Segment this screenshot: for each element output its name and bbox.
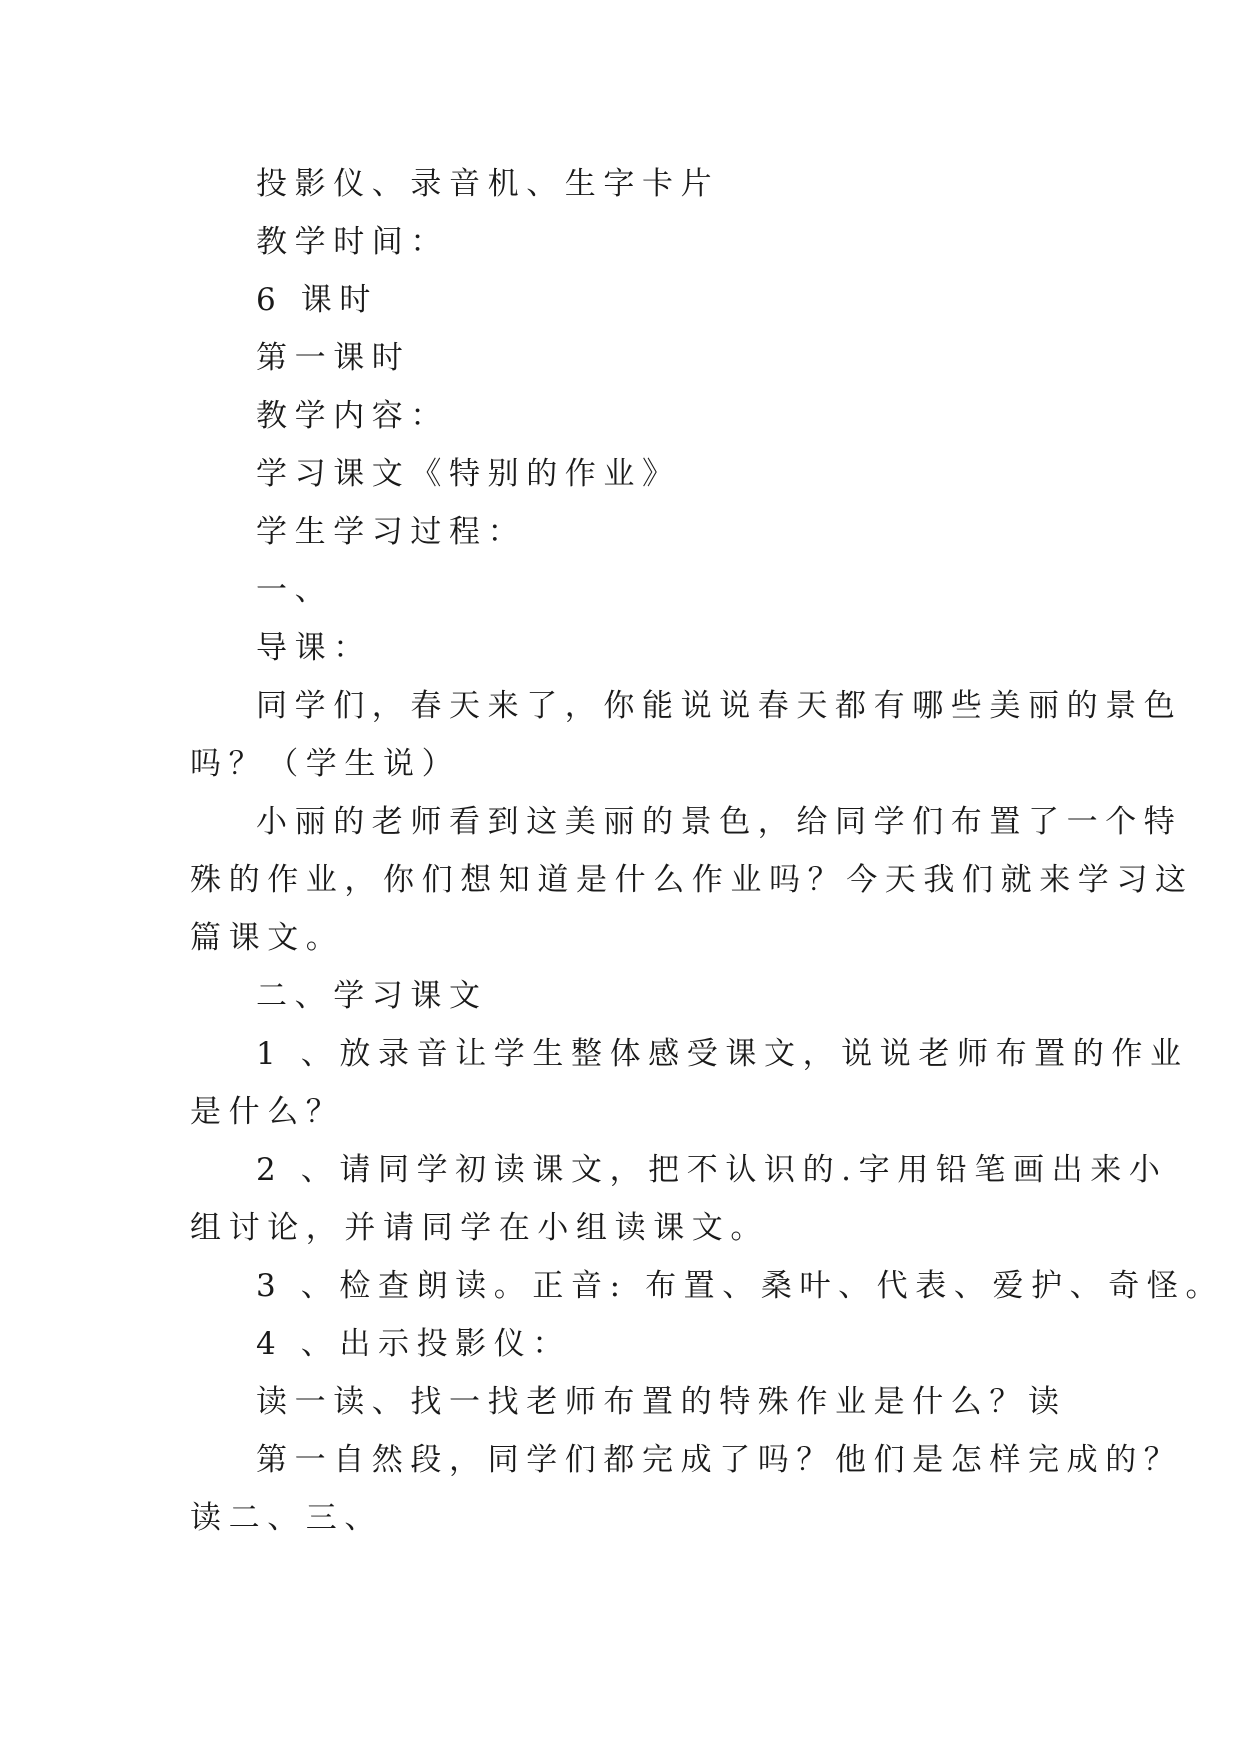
step-two-line: 2 、请同学初读课文，把不认识的.字用铅笔画出来小 (256, 1152, 1168, 1188)
step-two-continuation: 组讨论，并请同学在小组读课文。 (190, 1210, 769, 1246)
step-four-line: 4 、出示投影仪： (256, 1326, 571, 1362)
paragraph-line: 读一读、找一找老师布置的特殊作业是什么？读 (256, 1384, 1067, 1420)
paragraph-line: 同学们，春天来了，你能说说春天都有哪些美丽的景色 (256, 688, 1183, 724)
step-one-line: 1 、放录音让学生整体感受课文，说说老师布置的作业 (256, 1036, 1189, 1072)
paragraph-line: 殊的作业，你们想知道是什么作业吗？今天我们就来学习这 (190, 862, 1194, 898)
section-one-number: 一、 (256, 572, 334, 608)
teaching-content-heading: 教学内容： (256, 398, 449, 434)
first-lesson-heading: 第一课时 (256, 340, 411, 376)
teaching-time-heading: 教学时间： (256, 224, 449, 260)
paragraph-line: 篇课文。 (190, 920, 345, 956)
section-two-heading: 二、学习课文 (256, 978, 488, 1014)
paragraph-line: 第一自然段，同学们都完成了吗？他们是怎样完成的？ (256, 1442, 1183, 1478)
step-three-line: 3 、检查朗读。正音: 布置、桑叶、代表、爱护、奇怪。 (256, 1268, 1225, 1304)
paragraph-line: 读二、三、 (190, 1500, 383, 1536)
lesson-title-line: 学习课文《特别的作业》 (256, 456, 681, 492)
lesson-count: 6 课时 (256, 282, 378, 318)
paragraph-line: 小丽的老师看到这美丽的景色，给同学们布置了一个特 (256, 804, 1183, 840)
paragraph-line: 吗？（学生说） (190, 746, 461, 782)
intro-heading: 导课： (256, 630, 372, 666)
learning-process-heading: 学生学习过程： (256, 514, 527, 550)
step-one-continuation: 是什么？ (190, 1094, 345, 1130)
materials-line: 投影仪、录音机、生字卡片 (256, 166, 720, 202)
